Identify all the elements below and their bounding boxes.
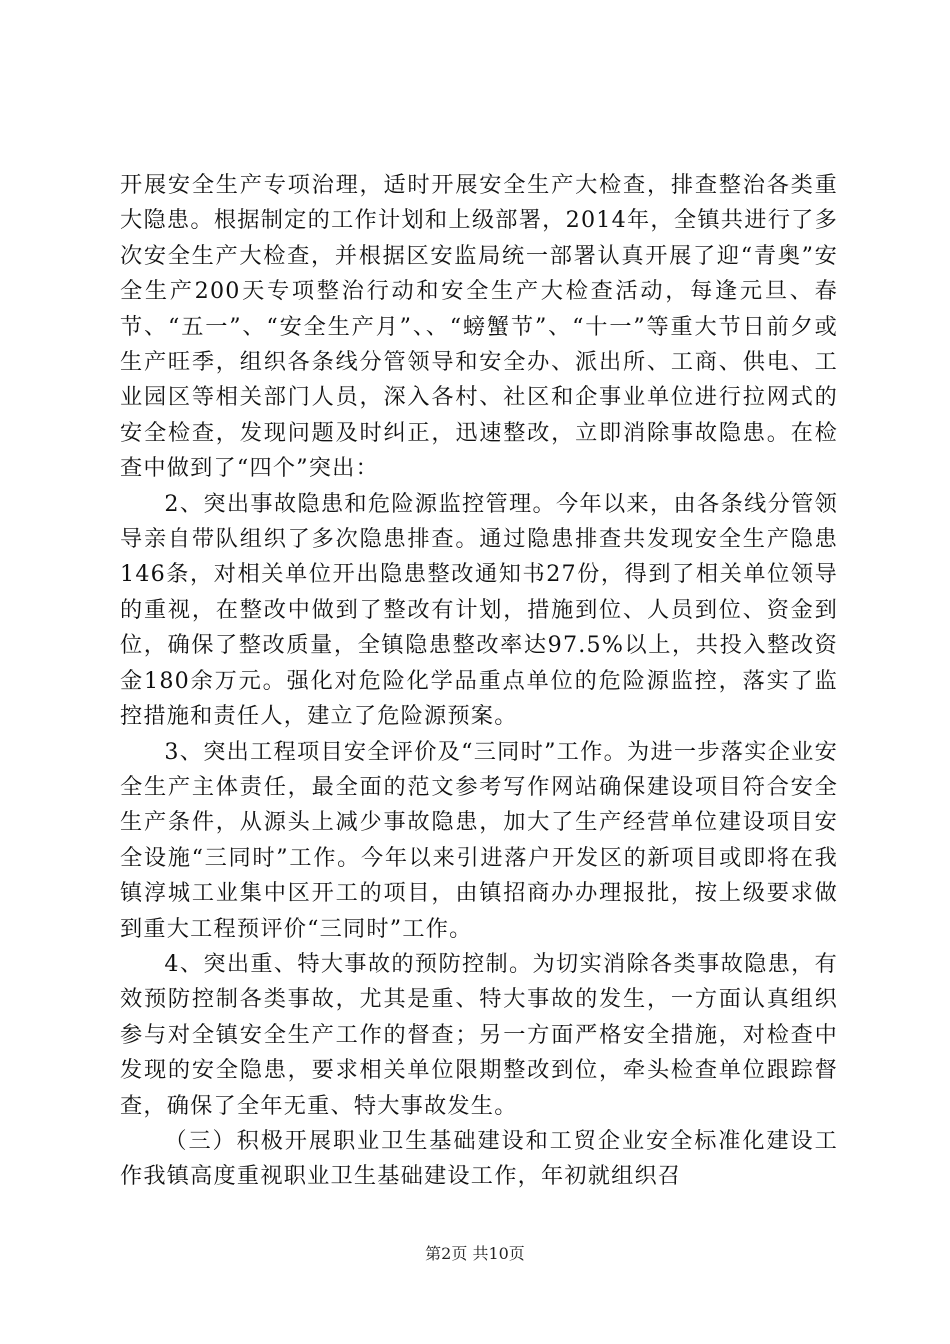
paragraph-major-accident-prevention: 4、突出重、特大事故的预防控制。为切实消除各类事故隐患，有效预防控制各类事故，尤其是重、特大事故的发生，一方面认真组织参与对全镇安全生产工作的督查；另一方面严格安全措施，对检查中发现的安全隐患，要求相关单位限期整改到位，牵头检查单位跟踪督查，确保了全年无重、特大事故发生。 [120, 950, 838, 1119]
paragraph-project-safety-evaluation: 3、突出工程项目安全评价及“三同时”工作。为进一步落实企业安全生产主体责任，最全面的范文参考写作网站确保建设项目符合安全生产条件，从源头上减少事故隐患，加大了生产经营单位建设项目安全设施“三同时”工作。今年以来引进落户开发区的新项目或即将在我镇淳城工业集中区开工的项目，由镇招商办办理报批，按上级要求做到重大工程预评价“三同时”工作。 [120, 738, 838, 942]
paragraph-hazard-monitoring: 2、突出事故隐患和危险源监控管理。今年以来，由各条线分管领导亲自带队组织了多次隐患排查。通过隐患排查共发现安全生产隐患146条，对相关单位开出隐患整改通知书27份，得到了相关单位领导的重视，在整改中做到了整改有计划，措施到位、人员到位、资金到位，确保了整改质量，全镇隐患整改率达97.5%以上，共投入整改资金180余万元。强化对危险化学品重点单位的危险源监控，落实了监控措施和责任人，建立了危险源预案。 [120, 490, 838, 730]
page-number-label: 第2页 共10页 [425, 1244, 525, 1263]
document-body [120, 168, 838, 1195]
paragraph-occupational-health: （三）积极开展职业卫生基础建设和工贸企业安全标准化建设工作我镇高度重视职业卫生基础建设工作，年初就组织召 [120, 1127, 838, 1190]
page-footer [0, 1244, 950, 1264]
paragraph-inspection-summary: 开展安全生产专项治理，适时开展安全生产大检查，排查整治各类重大隐患。根据制定的工作计划和上级部署，2014年，全镇共进行了多次安全生产大检查，并根据区安监局统一部署认真开展了迎“青奥”安全生产200天专项整治行动和安全生产大检查活动，每逢元旦、春节、“五一”、“安全生产月”、、“螃蟹节”、“十一”等重大节日前夕或生产旺季，组织各条线分管领导和安全办、派出所、工商、供电、工业园区等相关部门人员，深入各村、社区和企事业单位进行拉网式的安全检查，发现问题及时纠正，迅速整改，立即消除事故隐患。在检查中做到了“四个”突出： [120, 172, 838, 482]
